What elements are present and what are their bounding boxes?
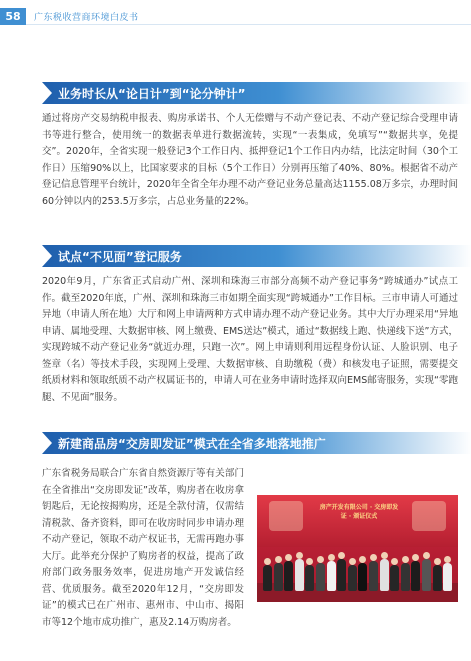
photo-person-head <box>306 558 313 565</box>
photo-person <box>401 563 410 591</box>
photo-person <box>348 565 357 591</box>
section-paragraph-1: 通过将房产交易纳税申报表、购房承诺书、个人无偿赠与不动产登记表、不动产登记综合受理申请书等进行整合，使用统一的数据表单进行数据流转，实现“一表集成，免填写”“数据共享，免提交”。2020年，全省实现一般登记3个工作日内、抵押登记1个工作日内办结，比法定时间（30个工作日）压缩90%以上，比国家要求的目标（5个工作日）分别再压缩了40%、80%。根据省不动产登记信息管理平台统计，2020年全省全年办理不动产登记业务总量高达1155.08万多宗，办理时间60分钟以内的253.5万多宗，占总业务量的22%。 <box>42 113 458 207</box>
photo-person <box>390 565 399 591</box>
photo-person <box>380 559 389 591</box>
photo-person <box>295 559 304 591</box>
photo-person-head <box>434 558 441 565</box>
photo-person <box>433 565 442 591</box>
section-title-1: 业务时长从“论日计”到“论分钟计” <box>58 87 246 101</box>
section-paragraph-2: 2020年9月，广东省正式启动广州、深圳和珠海三市部分高频不动产登记事务“跨城通办”试点工作。截至2020年底，广州、深圳和珠海三市如期全面实现“跨城通办”工作目标。三市申请人可通过异地（申请人所在地）大厅和网上申请两种方式申请办理不动产登记业务。其中大厅办理采用“异地申请、属地受理、大数据审核、网上缴费、EMS送达”模式，通过“数据线上跑、快递线下送”方式，实现跨城不动产登记业务“就近办理，只跑一次”。网上申请则利用远程身份认证、人脸识别、电子签章（名）等技术手段，实现网上受理、大数据审核、自助缴税（费）和核发电子证照，需要提交纸质材料和领取纸质不动产权属证书的，申请人可在业务申请时选择双向EMS邮寄服务，实现“零跑腿、不见面”服务。 <box>42 276 458 403</box>
page-header <box>0 0 471 40</box>
page-number: 58 <box>0 8 26 25</box>
photo-person <box>305 565 314 591</box>
photo-person-head <box>402 556 409 563</box>
photo-light <box>412 501 446 531</box>
section-heading-3 <box>42 432 471 454</box>
photo-person-head <box>391 558 398 565</box>
photo-person <box>327 561 336 591</box>
photo-person <box>263 565 272 591</box>
photo-person-head <box>359 556 366 563</box>
photo-person <box>411 561 420 591</box>
photo-person <box>316 563 325 591</box>
photo-light <box>269 501 303 531</box>
photo-person-head <box>381 552 388 559</box>
section-title-2: 试点“不见面”登记服务 <box>58 250 182 264</box>
photo-person-head <box>370 554 377 561</box>
photo-person-head <box>423 552 430 559</box>
photo-person-head <box>412 554 419 561</box>
header-title: 广东税收营商环境白皮书 <box>34 13 139 23</box>
photo-person-head <box>338 552 345 559</box>
section-heading-1 <box>42 82 471 104</box>
photo-person <box>284 561 293 591</box>
heading-notch <box>42 82 52 104</box>
photo-person-head <box>275 556 282 563</box>
photo-person <box>337 559 346 591</box>
photo-person-head <box>296 552 303 559</box>
photo-person <box>369 561 378 591</box>
heading-notch <box>42 245 52 267</box>
photo-banner-text: 房产开发有限公司 · 交房即发证 · 颁证仪式 <box>319 504 399 520</box>
photo-person-head <box>328 554 335 561</box>
photo-person <box>443 563 452 591</box>
photo-person <box>274 563 283 591</box>
photo-person-head <box>264 558 271 565</box>
photo-person-head <box>285 554 292 561</box>
section-title-3: 新建商品房“交房即发证”模式在全省多地落地推广 <box>58 437 326 451</box>
header-divider <box>26 24 471 25</box>
photo-person <box>422 559 431 591</box>
photo-person-head <box>349 558 356 565</box>
photo-person-head <box>444 556 451 563</box>
photo-person-head <box>317 556 324 563</box>
heading-notch <box>42 432 52 454</box>
ceremony-photo <box>257 495 458 602</box>
section-paragraph-3: 广东省税务局联合广东省自然资源厅等有关部门在全省推出“交房即发证”改革，购房者在收房拿钥匙后，无论按揭购房，还是全款付清，仅需结清税款、备齐资料，即可在收房时同步申请办理不动产登记，领取不动产权证书，无需再跑办事大厅。此举充分保护了购房者的权益，提高了政府部门政务服务效率，促进房地产开发诚信经营、优质服务。截至2020年12月，“交房即发证”的模式已在广州市、惠州市、中山市、揭阳市等12个地市成功推广，惠及2.14万购房者。 <box>42 468 244 628</box>
section-heading-2 <box>42 245 471 267</box>
photo-person <box>358 563 367 591</box>
